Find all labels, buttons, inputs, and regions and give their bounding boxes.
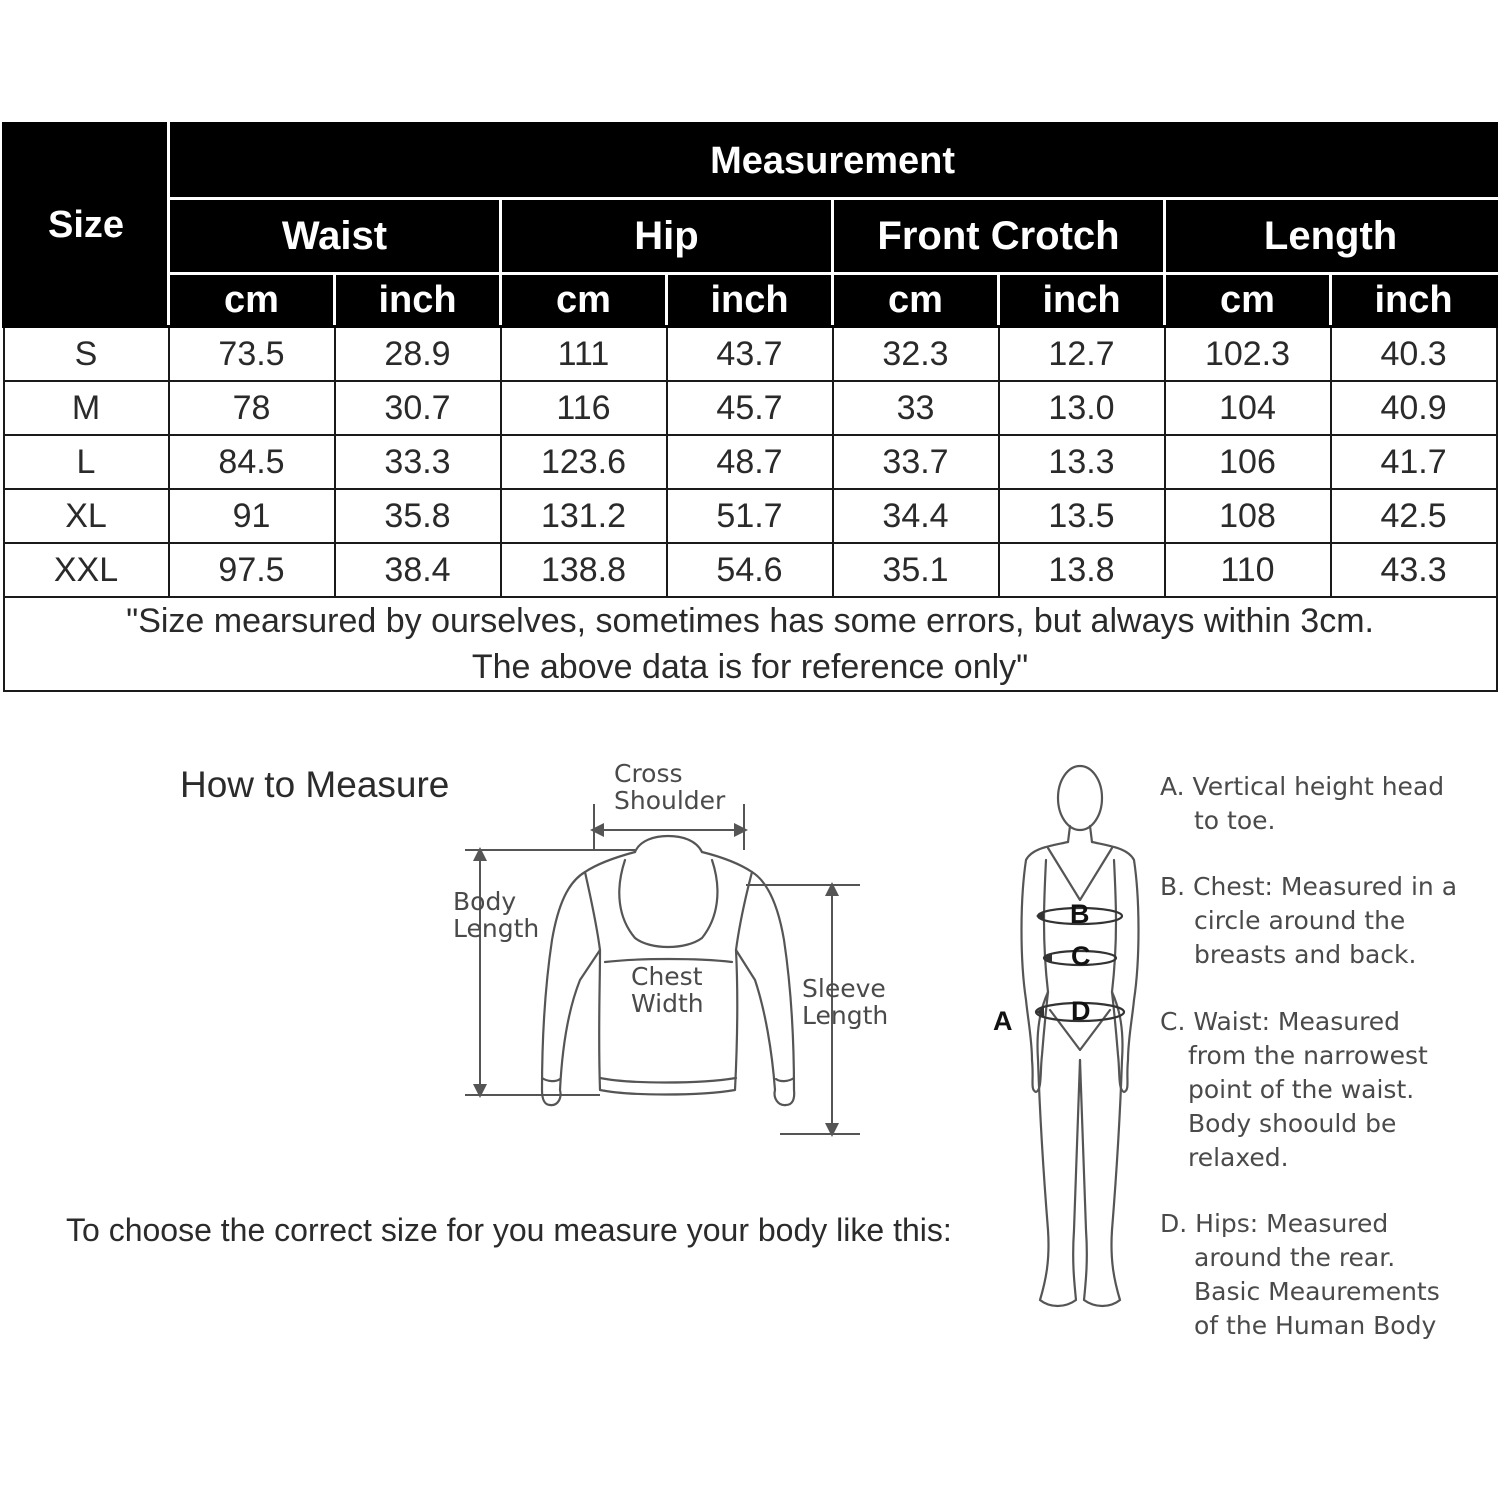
unit-header: inch <box>1331 274 1497 327</box>
note-line: The above data is for reference only" <box>471 648 1029 686</box>
label-line: Length <box>453 914 540 943</box>
value-cell: 13.5 <box>999 489 1165 543</box>
legend-item-a <box>1160 770 1480 838</box>
size-cell: M <box>4 381 169 435</box>
value-cell: 35.8 <box>335 489 501 543</box>
marker-b: B <box>1070 899 1090 929</box>
unit-header: cm <box>1165 274 1331 327</box>
size-cell: L <box>4 435 169 489</box>
value-cell: 40.9 <box>1331 381 1497 435</box>
value-cell: 38.4 <box>335 543 501 597</box>
value-cell: 33 <box>833 381 999 435</box>
legend-detail: around the rear. Basic Meaurements of the Human Body <box>1194 1243 1440 1340</box>
value-cell: 43.7 <box>667 327 833 382</box>
value-cell: 12.7 <box>999 327 1165 382</box>
legend-item-b <box>1160 870 1480 972</box>
choose-size-instruction: To choose the correct size for you measure your body like this: <box>66 1212 952 1248</box>
sleeve-length-label <box>802 975 888 1029</box>
marker-c: C <box>1071 941 1091 971</box>
value-cell: 45.7 <box>667 381 833 435</box>
label-line: Cross <box>614 759 683 788</box>
measurement-header: Measurement <box>169 124 1497 199</box>
disclaimer-note <box>4 597 1497 691</box>
value-cell: 111 <box>501 327 667 382</box>
legend-title: D. Hips: Measured <box>1160 1209 1389 1238</box>
legend-detail: to toe. <box>1194 806 1276 835</box>
value-cell: 35.1 <box>833 543 999 597</box>
value-cell: 41.7 <box>1331 435 1497 489</box>
label-line: Sleeve <box>802 974 886 1003</box>
group-header-front-crotch: Front Crotch <box>833 199 1165 274</box>
legend-title: B. Chest: Measured in a <box>1160 872 1458 901</box>
unit-header: inch <box>335 274 501 327</box>
label-line: Width <box>631 989 704 1018</box>
size-chart-table <box>2 122 1498 692</box>
table-row <box>4 543 1497 597</box>
size-cell: XL <box>4 489 169 543</box>
marker-a: A <box>993 1006 1013 1036</box>
value-cell: 33.7 <box>833 435 999 489</box>
value-cell: 43.3 <box>1331 543 1497 597</box>
label-line: Length <box>802 1001 889 1030</box>
value-cell: 13.3 <box>999 435 1165 489</box>
value-cell: 54.6 <box>667 543 833 597</box>
value-cell: 104 <box>1165 381 1331 435</box>
label-line: Shoulder <box>614 786 726 815</box>
cross-shoulder-label <box>614 760 725 814</box>
value-cell: 30.7 <box>335 381 501 435</box>
value-cell: 42.5 <box>1331 489 1497 543</box>
value-cell: 40.3 <box>1331 327 1497 382</box>
value-cell: 13.0 <box>999 381 1165 435</box>
value-cell: 34.4 <box>833 489 999 543</box>
legend-item-d <box>1160 1207 1480 1343</box>
size-header: Size <box>4 124 169 327</box>
value-cell: 102.3 <box>1165 327 1331 382</box>
value-cell: 48.7 <box>667 435 833 489</box>
value-cell: 28.9 <box>335 327 501 382</box>
label-line: Chest <box>631 962 703 991</box>
value-cell: 108 <box>1165 489 1331 543</box>
value-cell: 138.8 <box>501 543 667 597</box>
value-cell: 97.5 <box>169 543 335 597</box>
body-length-label <box>453 888 539 942</box>
value-cell: 32.3 <box>833 327 999 382</box>
unit-header: cm <box>501 274 667 327</box>
unit-header: inch <box>667 274 833 327</box>
value-cell: 91 <box>169 489 335 543</box>
human-body-illustration <box>1010 760 1150 1320</box>
value-cell: 110 <box>1165 543 1331 597</box>
unit-header: cm <box>169 274 335 327</box>
group-header-hip: Hip <box>501 199 833 274</box>
marker-d: D <box>1071 996 1091 1026</box>
label-line: Body <box>453 887 517 916</box>
size-cell: XXL <box>4 543 169 597</box>
note-row <box>4 597 1497 691</box>
table-row <box>4 435 1497 489</box>
value-cell: 51.7 <box>667 489 833 543</box>
unit-header: cm <box>833 274 999 327</box>
group-header-waist: Waist <box>169 199 501 274</box>
how-to-measure-title: How to Measure <box>180 764 450 805</box>
value-cell: 123.6 <box>501 435 667 489</box>
legend-detail: circle around the breasts and back. <box>1194 906 1417 969</box>
legend-item-c <box>1160 1005 1480 1175</box>
size-cell: S <box>4 327 169 382</box>
table-row <box>4 327 1497 382</box>
value-cell: 116 <box>501 381 667 435</box>
legend-title: A. Vertical height head <box>1160 772 1445 801</box>
value-cell: 131.2 <box>501 489 667 543</box>
value-cell: 84.5 <box>169 435 335 489</box>
value-cell: 78 <box>169 381 335 435</box>
value-cell: 13.8 <box>999 543 1165 597</box>
unit-header: inch <box>999 274 1165 327</box>
legend-detail: from the narrowest point of the waist. Body shoould be relaxed. <box>1188 1041 1428 1172</box>
value-cell: 33.3 <box>335 435 501 489</box>
chest-width-label <box>631 963 704 1017</box>
value-cell: 73.5 <box>169 327 335 382</box>
table-row <box>4 381 1497 435</box>
note-line: "Size mearsured by ourselves, sometimes has some errors, but always within 3cm. <box>126 602 1374 640</box>
legend-title: C. Waist: Measured <box>1160 1007 1401 1036</box>
value-cell: 106 <box>1165 435 1331 489</box>
table-row <box>4 489 1497 543</box>
group-header-length: Length <box>1165 199 1497 274</box>
